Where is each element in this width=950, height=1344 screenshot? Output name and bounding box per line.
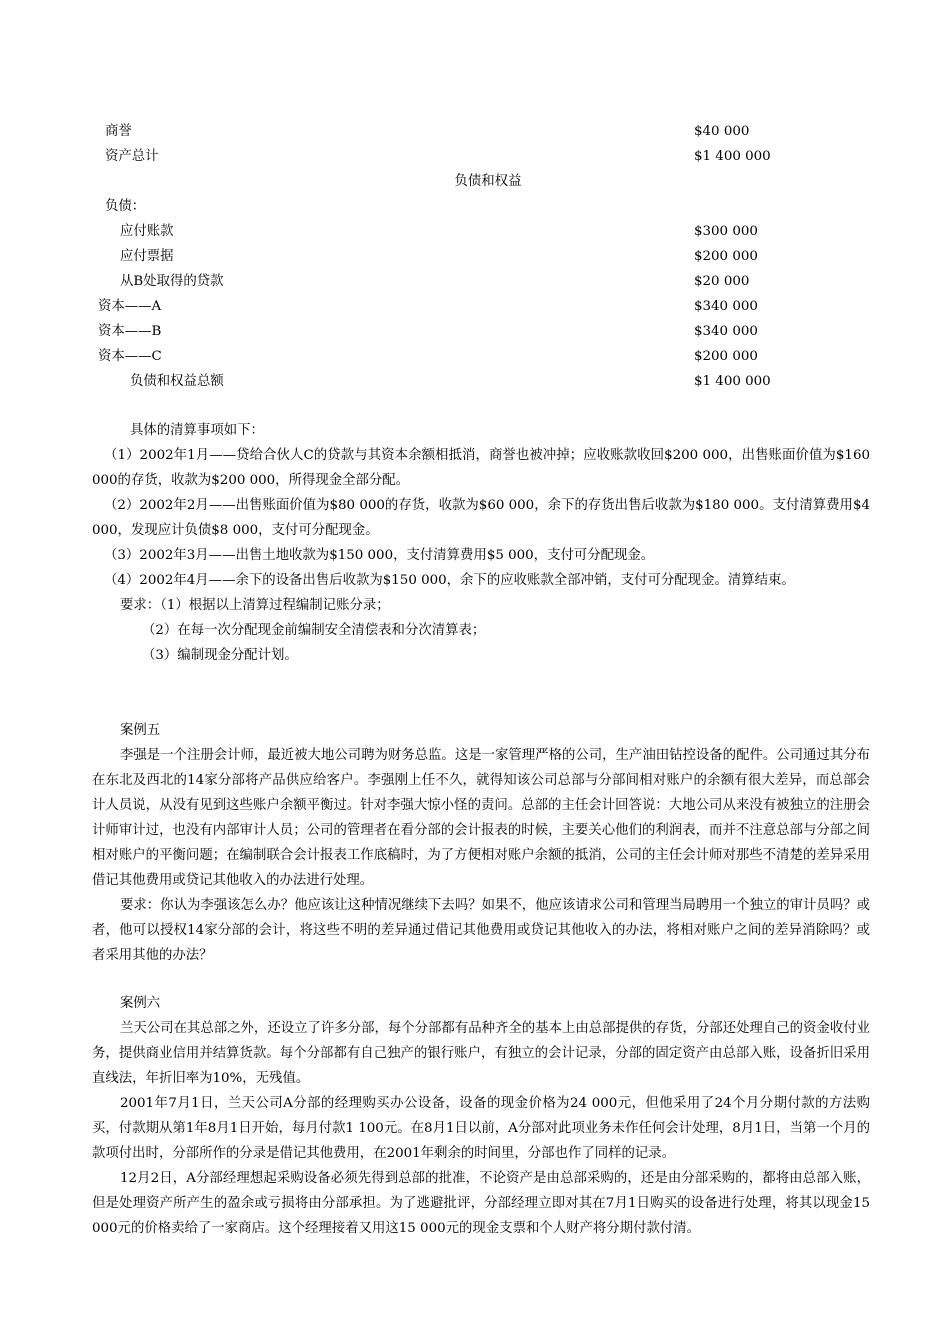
total-assets-label: 资产总计: [105, 149, 159, 164]
capital-a-amount: $340 000: [694, 299, 758, 314]
loan-from-b-label: 从B处取得的贷款: [120, 274, 224, 289]
liquidation-item-2: （2）2002年2月——出售账面价值为$80 000的存货，收款为$60 000，余下的存货出售后收款为$180 000。支付清算费用$4 000，发现应计负债$8 000，支付可分配现金。: [92, 498, 870, 538]
case6-paragraph-2: 2001年7月1日，兰天公司A分部的经理购买办公设备，设备的现金价格为24 000元，但他采用了24个月分期付款的方法购买，付款期从第1年8月1日开始，每月付款1 100元。在8月1日以前，A分部对此项业务未作任何会计处理，8月1日，当第一个月的款项付出时，分部所作的分录是借记其他费用，在2001年剩余的时间里，分部也作了同样的记录。: [92, 1096, 870, 1161]
total-liabilities-equity-amount: $1 400 000: [694, 374, 771, 389]
requirement-1: 要求：（1）根据以上清算过程编制记账分录；: [120, 598, 390, 613]
liquidation-item-1: （1）2002年1月——贷给合伙人C的贷款与其资本余额相抵消，商誉也被冲掉；应收账款收回$200 000，出售账面价值为$160 000的存货，收款为$200 000，所得现金全部分配。: [92, 448, 870, 488]
capital-b-amount: $340 000: [694, 324, 758, 339]
goodwill-amount: $40 000: [694, 124, 750, 139]
capital-c-amount: $200 000: [694, 349, 758, 364]
liquidation-section: [92, 418, 870, 668]
total-assets-amount: $1 400 000: [694, 149, 771, 164]
liquidation-item-4: （4）2002年4月——余下的设备出售后收款为$150 000，余下的应收账款全部冲销，支付可分配现金。清算结束。: [104, 573, 795, 588]
capital-c-label: 资本——C: [98, 349, 162, 364]
goodwill-label: 商誉: [105, 124, 132, 139]
liquidation-item-3: （3）2002年3月——出售土地收款为$150 000，支付清算费用$5 000，支付可分配现金。: [104, 548, 655, 563]
liabilities-heading: 负债：: [105, 199, 146, 214]
case6-title: 案例六: [120, 996, 161, 1011]
notes-payable-amount: $200 000: [694, 249, 758, 264]
case6-body: [92, 1016, 870, 1241]
case5-paragraph-2: 要求：你认为李强该怎么办？他应该让这种情况继续下去吗？如果不，他应该请求公司和管理当局聘用一个独立的审计员吗？或者，他可以授权14家分部的会计，将这些不明的差异通过借记其他费用或贷记其他收入的办法，将相对账户之间的差异消除吗？或者采用其他的办法？: [92, 898, 870, 963]
case6-paragraph-1: 兰天公司在其总部之外，还设立了许多分部，每个分部都有品种齐全的基本上由总部提供的存货，分部还处理自己的资金收付业务，提供商业信用并结算货款。每个分部都有自己独产的银行账户，有独立的会计记录，分部的固定资产由总部入账，设备折旧采用直线法，年折旧率为10%，无残值。: [92, 1021, 870, 1086]
capital-b-label: 资本——B: [98, 324, 162, 339]
accounts-payable-amount: $300 000: [694, 224, 758, 239]
case5-title: 案例五: [120, 723, 161, 738]
total-liabilities-equity-label: 负债和权益总额: [130, 374, 224, 389]
requirement-3: （3）编制现金分配计划。: [142, 648, 298, 663]
case5-paragraph-1: 李强是一个注册会计师，最近被大地公司聘为财务总监。这是一家管理严格的公司，生产油田钻控设备的配件。公司通过其分布在东北及西北的14家分部将产品供应给客户。李强刚上任不久，就得知该公司总部与分部间相对账户的余额有很大差异，而总部会计人员说，从没有见到这些账户余额平衡过。针对李强大惊小怪的责问。总部的主任会计回答说：大地公司从来没有被独立的注册会计师审计过，也没有内部审计人员；公司的管理者在看分部的会计报表的时候，主要关心他们的利润表，而并不注意总部与分部之间相对账户的平衡问题；在编制联合会计报表工作底稿时，为了方便相对账户余额的抵消，公司的主任会计师对那些不清楚的差异采用借记其他费用或贷记其他收入的办法进行处理。: [92, 748, 870, 888]
notes-payable-label: 应付票据: [120, 249, 174, 264]
requirement-2: （2）在每一次分配现金前编制安全清偿表和分次清算表；: [142, 623, 486, 638]
capital-a-label: 资本——A: [98, 299, 162, 314]
loan-from-b-amount: $20 000: [694, 274, 750, 289]
case6-paragraph-3: 12月2日，A分部经理想起采购设备必须先得到总部的批准，不论资产是由总部采购的，还是由分部采购的，都将由总部入账，但是处理资产所产生的盈余或亏损将由分部承担。为了逃避批评，分部经理立即对其在7月1日购买的设备进行处理，将其以现金15 000元的价格卖给了一家商店。这个经理接着又用这15 000元的现金支票和个人财产将分期付款付清。: [92, 1171, 870, 1236]
accounts-payable-label: 应付账款: [120, 224, 174, 239]
liabilities-equity-title: 负债和权益: [454, 174, 522, 189]
case5-body: [92, 743, 870, 968]
liquidation-intro: 具体的清算事项如下：: [130, 423, 264, 438]
